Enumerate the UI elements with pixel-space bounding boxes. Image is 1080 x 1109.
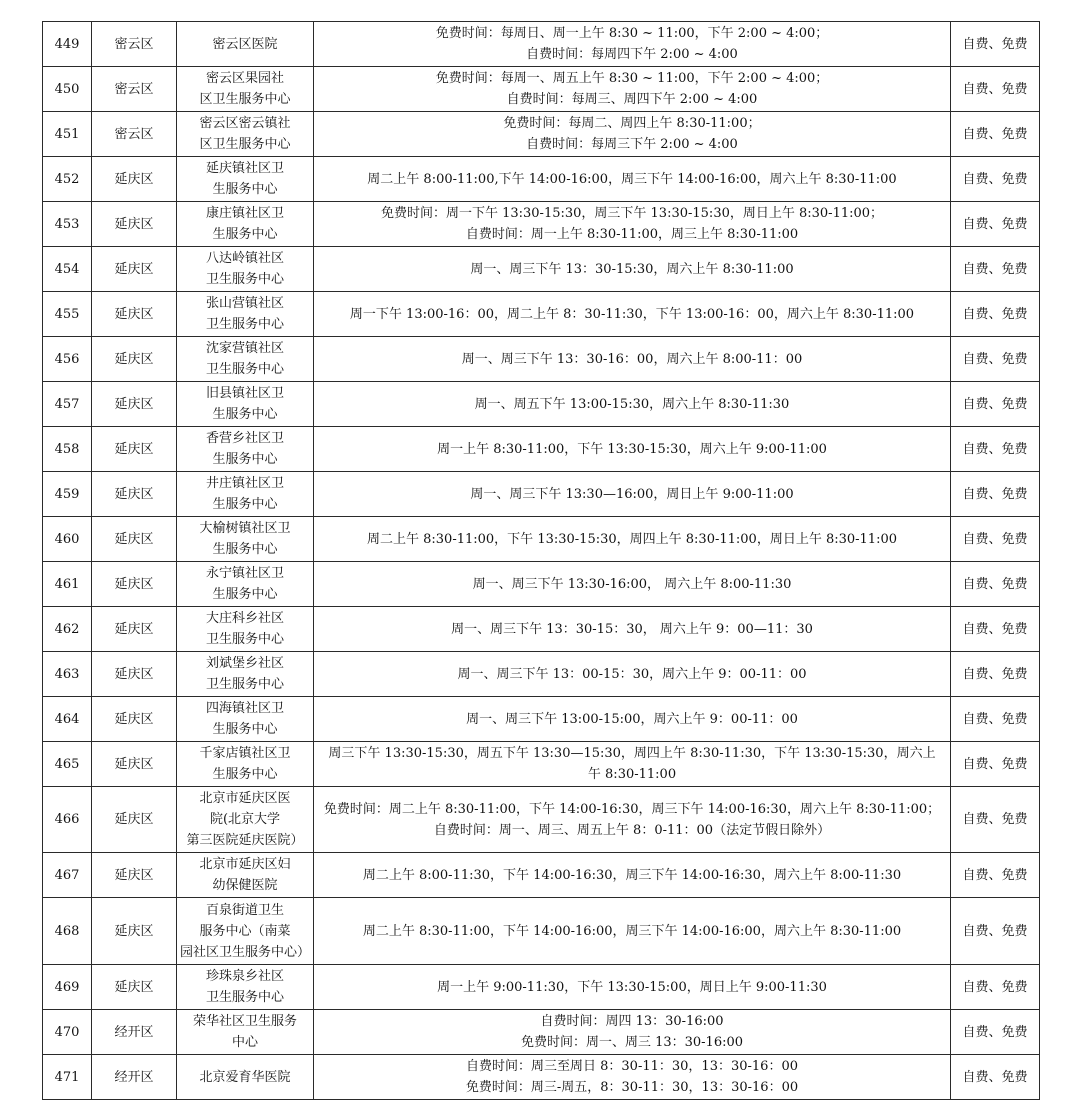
service-hours bbox=[314, 202, 951, 247]
service-hours-line: 免费时间：每周一、周五上午 8:30 ~ 11:00，下午 2:00 ~ 4:00； bbox=[435, 71, 829, 86]
table-row bbox=[43, 742, 1040, 787]
service-hours bbox=[314, 898, 951, 965]
fee-type: 自费、免费 bbox=[951, 562, 1040, 607]
row-number: 468 bbox=[43, 898, 92, 965]
fee-type: 自费、免费 bbox=[951, 965, 1040, 1010]
table-row bbox=[43, 853, 1040, 898]
service-hours-line: 周二上午 8:30-11:00，下午 13:30-15:30，周四上午 8:30-11:00，周日上午 8:30-11:00 bbox=[367, 531, 897, 547]
row-number: 462 bbox=[43, 607, 92, 652]
fee-type: 自费、免费 bbox=[951, 427, 1040, 472]
district-cell: 延庆区 bbox=[92, 697, 177, 742]
fee-type: 自费、免费 bbox=[951, 1010, 1040, 1055]
service-hours bbox=[314, 112, 951, 157]
service-hours-line: 周一上午 8:30-11:00，下午 13:30-15:30，周六上午 9:00-11:00 bbox=[437, 441, 827, 457]
table-row bbox=[43, 517, 1040, 562]
institution-name: 密云区密云镇社 区卫生服务中心 bbox=[177, 112, 314, 157]
district-cell: 延庆区 bbox=[92, 562, 177, 607]
service-hours bbox=[314, 652, 951, 697]
service-hours bbox=[314, 1010, 951, 1055]
service-hours bbox=[314, 427, 951, 472]
table-row bbox=[43, 1055, 1040, 1100]
service-hours bbox=[314, 562, 951, 607]
table-row bbox=[43, 157, 1040, 202]
institution-name: 香营乡社区卫 生服务中心 bbox=[177, 427, 314, 472]
district-cell: 延庆区 bbox=[92, 247, 177, 292]
institution-name: 四海镇社区卫 生服务中心 bbox=[177, 697, 314, 742]
table-body bbox=[43, 22, 1040, 1100]
row-number: 450 bbox=[43, 67, 92, 112]
table-row bbox=[43, 562, 1040, 607]
row-number: 451 bbox=[43, 112, 92, 157]
district-cell: 延庆区 bbox=[92, 787, 177, 853]
service-hours bbox=[314, 697, 951, 742]
institution-name: 刘斌堡乡社区 卫生服务中心 bbox=[177, 652, 314, 697]
service-hours bbox=[314, 472, 951, 517]
row-number: 459 bbox=[43, 472, 92, 517]
district-cell: 经开区 bbox=[92, 1055, 177, 1100]
service-hours-line: 自费时间：每周四下午 2:00 ~ 4:00 bbox=[526, 47, 738, 62]
service-hours bbox=[314, 382, 951, 427]
service-hours-line: 周一、周三下午 13:00-15:00，周六上午 9：00-11：00 bbox=[466, 711, 798, 727]
district-cell: 延庆区 bbox=[92, 742, 177, 787]
fee-type: 自费、免费 bbox=[951, 652, 1040, 697]
service-hours bbox=[314, 247, 951, 292]
district-cell: 延庆区 bbox=[92, 472, 177, 517]
district-cell: 延庆区 bbox=[92, 965, 177, 1010]
service-hours bbox=[314, 67, 951, 112]
institution-name: 沈家营镇社区 卫生服务中心 bbox=[177, 337, 314, 382]
service-hours bbox=[314, 517, 951, 562]
fee-type: 自费、免费 bbox=[951, 202, 1040, 247]
fee-type: 自费、免费 bbox=[951, 67, 1040, 112]
service-hours bbox=[314, 853, 951, 898]
institution-name: 北京市延庆区医 院(北京大学 第三医院延庆医院） bbox=[177, 787, 314, 853]
service-hours bbox=[314, 22, 951, 67]
table-row bbox=[43, 472, 1040, 517]
institution-name: 张山营镇社区 卫生服务中心 bbox=[177, 292, 314, 337]
service-hours-line: 周一、周五下午 13:00-15:30，周六上午 8:30-11:30 bbox=[474, 396, 790, 412]
service-hours bbox=[314, 157, 951, 202]
row-number: 457 bbox=[43, 382, 92, 427]
fee-type: 自费、免费 bbox=[951, 607, 1040, 652]
service-hours-line: 免费时间：每周日、周一上午 8:30 ~ 11:00，下午 2:00 ~ 4:00； bbox=[435, 26, 829, 41]
row-number: 463 bbox=[43, 652, 92, 697]
service-hours bbox=[314, 292, 951, 337]
service-hours bbox=[314, 787, 951, 853]
district-cell: 延庆区 bbox=[92, 157, 177, 202]
service-hours bbox=[314, 337, 951, 382]
service-hours-line: 周一、周三下午 13：30-15:30，周六上午 8:30-11:00 bbox=[470, 261, 794, 277]
service-hours-line: 周一上午 9:00-11:30，下午 13:30-15:00，周日上午 9:00-11:30 bbox=[437, 979, 827, 995]
institution-name: 井庄镇社区卫 生服务中心 bbox=[177, 472, 314, 517]
fee-type: 自费、免费 bbox=[951, 157, 1040, 202]
district-cell: 延庆区 bbox=[92, 898, 177, 965]
institution-name: 康庄镇社区卫 生服务中心 bbox=[177, 202, 314, 247]
row-number: 455 bbox=[43, 292, 92, 337]
district-cell: 延庆区 bbox=[92, 337, 177, 382]
row-number: 453 bbox=[43, 202, 92, 247]
service-hours-line: 周三下午 13:30-15:30，周五下午 13:30—15:30，周四上午 8:30-11:30，下午 13:30-15:30，周六上 bbox=[328, 746, 936, 761]
institution-name: 荣华社区卫生服务 中心 bbox=[177, 1010, 314, 1055]
row-number: 466 bbox=[43, 787, 92, 853]
service-hours bbox=[314, 607, 951, 652]
row-number: 465 bbox=[43, 742, 92, 787]
fee-type: 自费、免费 bbox=[951, 382, 1040, 427]
district-cell: 延庆区 bbox=[92, 292, 177, 337]
service-hours-line: 免费时间：周一、周三 13：30-16:00 bbox=[520, 1035, 744, 1050]
fee-type: 自费、免费 bbox=[951, 292, 1040, 337]
fee-type: 自费、免费 bbox=[951, 898, 1040, 965]
institution-name: 密云区医院 bbox=[177, 22, 314, 67]
fee-type: 自费、免费 bbox=[951, 22, 1040, 67]
fee-type: 自费、免费 bbox=[951, 853, 1040, 898]
district-cell: 密云区 bbox=[92, 112, 177, 157]
district-cell: 密云区 bbox=[92, 22, 177, 67]
service-hours-line: 周一、周三下午 13：00-15：30，周六上午 9：00-11：00 bbox=[457, 666, 807, 682]
service-hours-line: 周一下午 13:00-16：00，周二上午 8：30-11:30，下午 13:00-16：00，周六上午 8:30-11:00 bbox=[349, 306, 915, 322]
row-number: 470 bbox=[43, 1010, 92, 1055]
fee-type: 自费、免费 bbox=[951, 742, 1040, 787]
service-hours-line: 免费时间：周二上午 8:30-11:00，下午 14:00-16:30，周三下午 14:00-16:30，周六上午 8:30-11:00； bbox=[323, 801, 941, 817]
table-row bbox=[43, 427, 1040, 472]
fee-type: 自费、免费 bbox=[951, 112, 1040, 157]
institution-name: 大庄科乡社区 卫生服务中心 bbox=[177, 607, 314, 652]
service-hours-line: 周一、周三下午 13：30-15：30， 周六上午 9：00—11：30 bbox=[451, 621, 813, 637]
fee-type: 自费、免费 bbox=[951, 787, 1040, 853]
table-row bbox=[43, 337, 1040, 382]
institution-name: 延庆镇社区卫 生服务中心 bbox=[177, 157, 314, 202]
service-hours-line: 周一、周三下午 13:30—16:00，周日上午 9:00-11:00 bbox=[470, 486, 794, 502]
service-hours bbox=[314, 742, 951, 787]
service-hours-line: 午 8:30-11:00 bbox=[587, 767, 677, 782]
service-hours-line: 自费时间：每周三下午 2:00 ~ 4:00 bbox=[526, 137, 738, 152]
service-hours-line: 自费时间：周四 13：30-16:00 bbox=[540, 1014, 724, 1029]
table-row bbox=[43, 652, 1040, 697]
service-hours-line: 周二上午 8:30-11:00，下午 14:00-16:00，周三下午 14:00-16:00，周六上午 8:30-11:00 bbox=[362, 923, 902, 939]
service-hours-line: 自费时间：每周三、周四下午 2:00 ~ 4:00 bbox=[506, 92, 758, 107]
table-row bbox=[43, 382, 1040, 427]
service-hours-line: 周二上午 8:00-11:30，下午 14:00-16:30，周三下午 14:00-16:30，周六上午 8:00-11:30 bbox=[362, 867, 902, 883]
table-row bbox=[43, 247, 1040, 292]
table-row bbox=[43, 697, 1040, 742]
district-cell: 延庆区 bbox=[92, 382, 177, 427]
district-cell: 延庆区 bbox=[92, 202, 177, 247]
row-number: 449 bbox=[43, 22, 92, 67]
row-number: 456 bbox=[43, 337, 92, 382]
fee-type: 自费、免费 bbox=[951, 337, 1040, 382]
table-row bbox=[43, 202, 1040, 247]
district-cell: 延庆区 bbox=[92, 427, 177, 472]
fee-type: 自费、免费 bbox=[951, 472, 1040, 517]
institution-name: 北京市延庆区妇 幼保健医院 bbox=[177, 853, 314, 898]
institution-name: 珍珠泉乡社区 卫生服务中心 bbox=[177, 965, 314, 1010]
row-number: 467 bbox=[43, 853, 92, 898]
fee-type: 自费、免费 bbox=[951, 1055, 1040, 1100]
institution-name: 旧县镇社区卫 生服务中心 bbox=[177, 382, 314, 427]
service-hours bbox=[314, 1055, 951, 1100]
service-hours-line: 自费时间：周一上午 8:30-11:00，周三上午 8:30-11:00 bbox=[465, 227, 799, 242]
row-number: 464 bbox=[43, 697, 92, 742]
row-number: 454 bbox=[43, 247, 92, 292]
table-row bbox=[43, 292, 1040, 337]
district-cell: 密云区 bbox=[92, 67, 177, 112]
institution-name: 八达岭镇社区 卫生服务中心 bbox=[177, 247, 314, 292]
service-hours bbox=[314, 965, 951, 1010]
service-hours-line: 免费时间：周三-周五，8：30-11：30，13：30-16：00 bbox=[465, 1080, 799, 1095]
table-row bbox=[43, 112, 1040, 157]
institution-name: 北京爱育华医院 bbox=[177, 1055, 314, 1100]
fee-type: 自费、免费 bbox=[951, 247, 1040, 292]
institution-name: 百泉街道卫生 服务中心（南菜 园社区卫生服务中心） bbox=[177, 898, 314, 965]
table-row bbox=[43, 1010, 1040, 1055]
service-hours-line: 自费时间：周一、周三、周五上午 8：0-11：00（法定节假日除外） bbox=[433, 822, 831, 838]
table-row bbox=[43, 965, 1040, 1010]
table-row bbox=[43, 22, 1040, 67]
fee-type: 自费、免费 bbox=[951, 517, 1040, 562]
district-cell: 延庆区 bbox=[92, 607, 177, 652]
service-hours-line: 周二上午 8:00-11:00,下午 14:00-16:00，周三下午 14:00-16:00，周六上午 8:30-11:00 bbox=[367, 171, 897, 187]
table-row bbox=[43, 787, 1040, 853]
institution-name: 大榆树镇社区卫 生服务中心 bbox=[177, 517, 314, 562]
district-cell: 经开区 bbox=[92, 1010, 177, 1055]
service-hours-line: 周一、周三下午 13:30-16:00， 周六上午 8:00-11:30 bbox=[472, 576, 792, 592]
institution-name: 千家店镇社区卫 生服务中心 bbox=[177, 742, 314, 787]
row-number: 469 bbox=[43, 965, 92, 1010]
row-number: 461 bbox=[43, 562, 92, 607]
row-number: 460 bbox=[43, 517, 92, 562]
district-cell: 延庆区 bbox=[92, 517, 177, 562]
row-number: 471 bbox=[43, 1055, 92, 1100]
table-row bbox=[43, 898, 1040, 965]
service-hours-line: 免费时间：每周二、周四上午 8:30-11:00； bbox=[503, 116, 761, 131]
service-hours-line: 免费时间：周一下午 13:30-15:30，周三下午 13:30-15:30，周日上午 8:30-11:00； bbox=[380, 206, 884, 221]
clinic-schedule-table bbox=[42, 21, 1040, 1100]
row-number: 458 bbox=[43, 427, 92, 472]
service-hours-line: 自费时间：周三至周日 8：30-11：30，13：30-16：00 bbox=[466, 1059, 798, 1074]
table-row bbox=[43, 67, 1040, 112]
district-cell: 延庆区 bbox=[92, 853, 177, 898]
district-cell: 延庆区 bbox=[92, 652, 177, 697]
service-hours-line: 周一、周三下午 13：30-16：00，周六上午 8:00-11：00 bbox=[461, 351, 803, 367]
row-number: 452 bbox=[43, 157, 92, 202]
fee-type: 自费、免费 bbox=[951, 697, 1040, 742]
institution-name: 密云区果园社 区卫生服务中心 bbox=[177, 67, 314, 112]
institution-name: 永宁镇社区卫 生服务中心 bbox=[177, 562, 314, 607]
table-row bbox=[43, 607, 1040, 652]
